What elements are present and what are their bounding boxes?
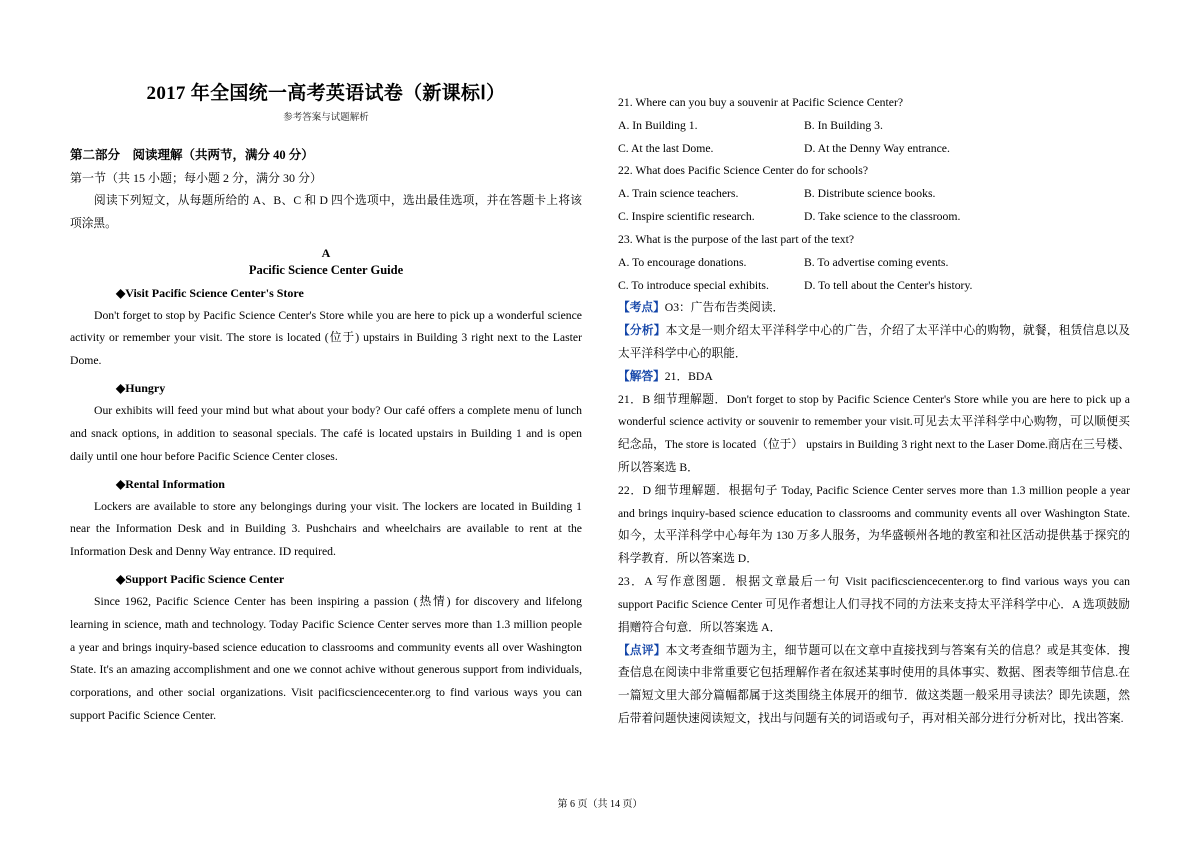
question-21-options-row-1: [618, 115, 1130, 138]
left-column: [70, 60, 582, 780]
fenxi-block: [618, 320, 1130, 366]
jieda-text: 21．BDA: [664, 369, 713, 383]
fenxi-label: 【分析】: [618, 324, 666, 338]
page-footer: 第 6 页（共 14 页）: [557, 799, 643, 810]
explanation-22: 22．D 细节理解题．根据句子 Today, Pacific Science Center serves more than 1.3 million people a year and brings inquiry-based science education to classrooms and community events all over Washington State.如今，太平洋科学中心每年为 130 万多人服务，为华盛顿州各地的教室和社区活动提供基于探究的科学教育．所以答案选 D．: [618, 483, 1130, 566]
kaodian-label: 【考点】: [618, 301, 665, 315]
question-23-option-c[interactable]: C. To introduce special exhibits.: [618, 278, 769, 292]
question-21-stem: 21. Where can you buy a souvenir at Pacific Science Center?: [618, 96, 904, 109]
question-22-options-row-1: [618, 183, 1130, 206]
explanation-21: 21．B 细节理解题．Don't forget to stop by Pacific Science Center's Store while you are here to pick up a wonderful science activity or souvenir to remember your visit.可见去太平洋科学中心购物，可以顺便买纪念品，The store is located（位于） upstairs in Building 3 right next to the Laser Dome.商店在三号楼、所以答案选 B．: [618, 392, 1130, 474]
question-21-option-a[interactable]: A. In Building 1.: [618, 118, 698, 132]
question-23-option-d[interactable]: D. To tell about the Center's history.: [804, 278, 973, 292]
passage-block-3-heading: ◆Rental Information: [116, 476, 225, 491]
passage-block-1-heading: ◆Visit Pacific Science Center's Store: [116, 285, 304, 300]
jieda-block: [618, 366, 1130, 389]
question-21-option-c[interactable]: C. At the last Dome.: [618, 141, 714, 155]
passage-title: Pacific Science Center Guide: [248, 262, 404, 277]
part-heading: 第二部分 阅读理解（共两节，满分 40 分）: [70, 148, 314, 162]
question-22-option-b[interactable]: B. Distribute science books.: [804, 187, 936, 201]
explanation-23: 23．A 写作意图题．根据文章最后一句 Visit pacificsciencecenter.org to find various ways you can support Pacific Science Center 可见作者想让人们寻找不同的方法来支持太平洋科学中心．A 选项鼓励捐赠符合句意．所以答案选 A．: [618, 575, 1130, 634]
question-22-stem: 22. What does Pacific Science Center do for schools?: [618, 164, 869, 178]
dianping-text: 本文考查细节题为主，细节题可以在文章中直接找到与答案有关的信息？或是其变体．搜查信息在阅读中非常重要它包括理解作者在叙述某事时使用的具体事实、数据、图表等细节信息.在一篇短文里大部分篇幅都属于这类围绕主体展开的细节．做这类题一般采用寻读法？即先读题，然后带着问题快速阅读短文，找出与问题有关的词语或句子，再对相关部分进行分析对比，找出答案.: [618, 643, 1130, 725]
passage-block-1-text: Don't forget to stop by Pacific Science Center's Store while you are here to pick up a wonderful science activity or remember your visit. The store is located (位于) upstairs in Building 3 right next to the Laster Dome.: [70, 308, 582, 368]
two-column-layout: [70, 60, 1130, 780]
question-22-option-c[interactable]: C. Inspire scientific research.: [618, 210, 755, 224]
right-column: [618, 60, 1130, 780]
kaodian-block: [618, 297, 1130, 320]
question-23-option-b[interactable]: B. To advertise coming events.: [804, 255, 949, 269]
page-title: 2017 年全国统一高考英语试卷（新课标Ⅰ）: [146, 83, 506, 104]
instruction-text: 阅读下列短文，从每题所给的 A、B、C 和 D 四个选项中，选出最佳选项，并在答题卡上将该项涂黑。: [70, 194, 582, 230]
question-22-option-d[interactable]: D. Take science to the classroom.: [804, 210, 961, 224]
passage-block-2-heading: ◆Hungry: [116, 381, 166, 396]
passage-letter: A: [321, 245, 331, 260]
passage-block-4-heading: ◆Support Pacific Science Center: [116, 571, 285, 586]
fenxi-text: 本文是一则介绍太平洋科学中心的广告，介绍了太平洋中心的购物，就餐，租赁信息以及太平洋科学中心的职能．: [618, 324, 1130, 360]
kaodian-text: O3：广告布告类阅读．: [664, 301, 785, 315]
question-22-options-row-2: [618, 206, 1130, 229]
question-21-option-d[interactable]: D. At the Denny Way entrance.: [804, 141, 950, 155]
question-23-option-a[interactable]: A. To encourage donations.: [618, 255, 747, 269]
jieda-label: 【解答】: [618, 369, 665, 383]
passage-block-3-text: Lockers are available to store any belongings during your visit. The lockers are located in Building 1 near the Information Desk and in Building 3. Pushchairs and wheelchairs are available to rent at the Information Desk and Denny Way entrance. ID required.: [70, 499, 582, 559]
dianping-block: [618, 640, 1130, 731]
passage-block-2-text: Our exhibits will feed your mind but what about your body? Our café offers a complete menu of lunch and snack options, in addition to seasonal specials. The café is located upstairs in Building 1 and is open daily until one hour before Pacific Science Center closes.: [70, 404, 582, 463]
question-23-options-row-1: [618, 252, 1130, 275]
question-21-option-b[interactable]: B. In Building 3.: [804, 118, 883, 132]
page-subtitle: 参考答案与试题解析: [283, 113, 369, 123]
question-21-options-row-2: [618, 138, 1130, 161]
question-23-options-row-2: [618, 275, 1130, 298]
passage-block-4-text: Since 1962, Pacific Science Center has been inspiring a passion (热情) for discovery and lifelong learning in science, math and technology. Today Pacific Science Center serves more than 1.3 million people a year and brings inquiry-based science education to classrooms and community events all over Washington State. It's an amazing accomplishment and one we connot achive without generous support from individuals, corporations, and other social organizations. Visit pacificsciencecenter.org to find various ways you can support Pacific Science Center.: [70, 594, 582, 722]
dianping-label: 【点评】: [618, 643, 666, 657]
question-22-option-a[interactable]: A. Train science teachers.: [618, 187, 739, 201]
section-heading: 第一节（共 15 小题；每小题 2 分，满分 30 分）: [70, 171, 323, 185]
question-23-stem: 23. What is the purpose of the last part of the text?: [618, 232, 855, 246]
